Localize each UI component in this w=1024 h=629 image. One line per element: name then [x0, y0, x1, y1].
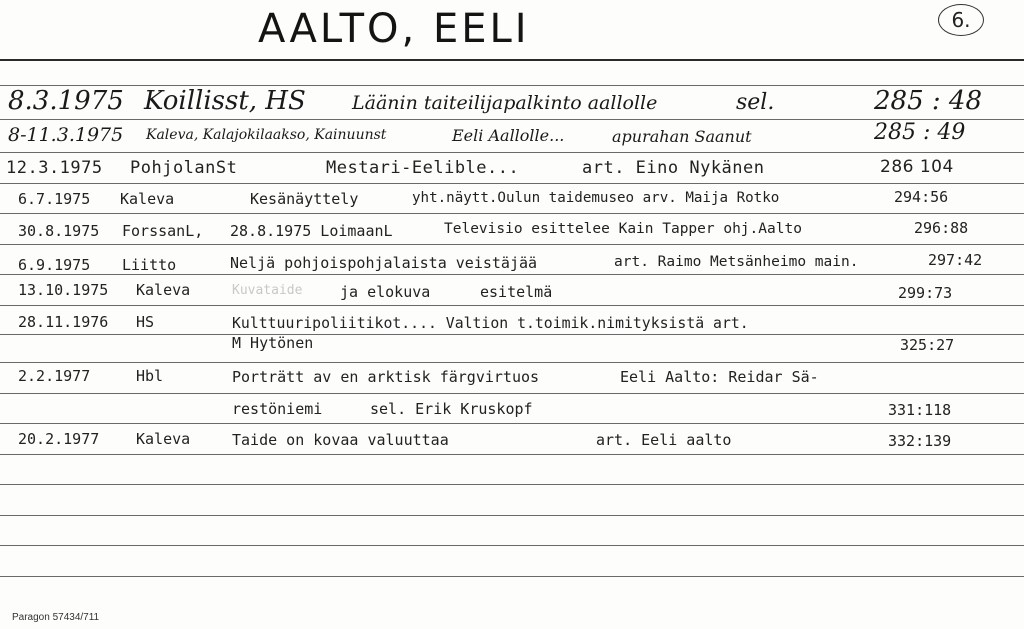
row-ref: 286 104 [880, 157, 954, 177]
row-byline: art. Raimo Metsänheimo main. [614, 254, 859, 270]
row-title: Kesänäyttely [250, 190, 359, 208]
ruled-line [0, 393, 1024, 394]
row-date: 8-11.3.1975 [8, 124, 124, 146]
row-ref: 299:73 [898, 284, 953, 302]
row-ref: 294:56 [894, 188, 949, 206]
row-source: Kaleva, Kalajokilaakso, Kainuunst [146, 127, 387, 143]
row-byline: Eeli Aalto: Reidar Sä- [620, 368, 819, 386]
ruled-line [0, 183, 1024, 184]
row-date: 6.9.1975 [18, 256, 91, 274]
row-ref: 331:118 [888, 401, 952, 419]
card-title: AALTO, EELI [258, 6, 530, 52]
row-title: 28.8.1975 LoimaanL [230, 222, 393, 240]
row-date: 8.3.1975 [8, 86, 124, 116]
row-date: 2.2.1977 [18, 367, 91, 385]
row-source: Hbl [136, 367, 164, 385]
row-title: ja elokuva [340, 283, 431, 301]
row-source: Kaleva [136, 430, 191, 448]
row-source: Kaleva [120, 190, 175, 208]
row-byline: esitelmä [480, 283, 553, 301]
ruled-line [0, 334, 1024, 335]
row-ref: 325:27 [900, 336, 955, 354]
row-title-faint: Kuvataide [232, 283, 303, 298]
row-source: Kaleva [136, 281, 191, 299]
ruled-line [0, 274, 1024, 275]
row-title: Läänin taiteilijapalkinto aallolle [352, 92, 658, 114]
ruled-line [0, 515, 1024, 516]
row-title: Kulttuuripoliitikot.... Valtion t.toimik.nimityksistä art. [232, 315, 749, 332]
row-date: 30.8.1975 [18, 222, 100, 240]
row-date: 12.3.1975 [6, 158, 103, 178]
ruled-line [0, 119, 1024, 120]
row-date: 13.10.1975 [18, 281, 109, 299]
ruled-line [0, 484, 1024, 485]
ruled-line [0, 362, 1024, 363]
ruled-line [0, 454, 1024, 455]
row-title: Neljä pohjoispohjalaista veistäjää [230, 254, 538, 272]
row-byline-continued: sel. Erik Kruskopf [370, 400, 533, 418]
row-date: 28.11.1976 [18, 313, 109, 331]
row-source: Koillisst, HS [144, 86, 306, 116]
row-ref: 297:42 [928, 251, 983, 269]
card-number: 6. [938, 4, 984, 36]
row-byline: sel. [736, 90, 775, 115]
row-date: 6.7.1975 [18, 190, 91, 208]
row-date: 20.2.1977 [18, 430, 100, 448]
row-byline: yht.näytt.Oulun taidemuseo arv. Maija Rotko [412, 190, 780, 206]
row-title: Porträtt av en arktisk färgvirtuos [232, 368, 540, 386]
row-ref: 285 : 48 [874, 86, 982, 116]
row-source: HS [136, 313, 155, 331]
header-rule [0, 59, 1024, 61]
row-title: Mestari-Eelible... [326, 158, 520, 178]
row-title: Eeli Aallolle... [452, 126, 565, 145]
row-byline: art. Eeli aalto [596, 431, 732, 449]
row-byline: Televisio esittelee Kain Tapper ohj.Aalto [444, 221, 802, 237]
ruled-line [0, 576, 1024, 577]
row-byline: art. Eino Nykänen [582, 158, 765, 178]
row-byline: apurahan Saanut [612, 127, 752, 146]
row-ref: 332:139 [888, 432, 952, 450]
row-source: ForssanL, [122, 222, 204, 240]
ruled-line [0, 244, 1024, 245]
ruled-line [0, 305, 1024, 306]
ruled-line [0, 545, 1024, 546]
row-source: Liitto [122, 256, 177, 274]
row-ref: 296:88 [914, 219, 969, 237]
row-title-continued: restöniemi [232, 400, 323, 418]
ruled-line [0, 152, 1024, 153]
row-ref: 285 : 49 [874, 120, 966, 145]
ruled-line [0, 423, 1024, 424]
row-source: PohjolanSt [130, 158, 238, 178]
ruled-line [0, 213, 1024, 214]
row-title-continued: M Hytönen [232, 334, 314, 352]
row-title: Taide on kovaa valuuttaa [232, 431, 449, 449]
card-footer: Paragon 57434/711 [12, 612, 100, 623]
